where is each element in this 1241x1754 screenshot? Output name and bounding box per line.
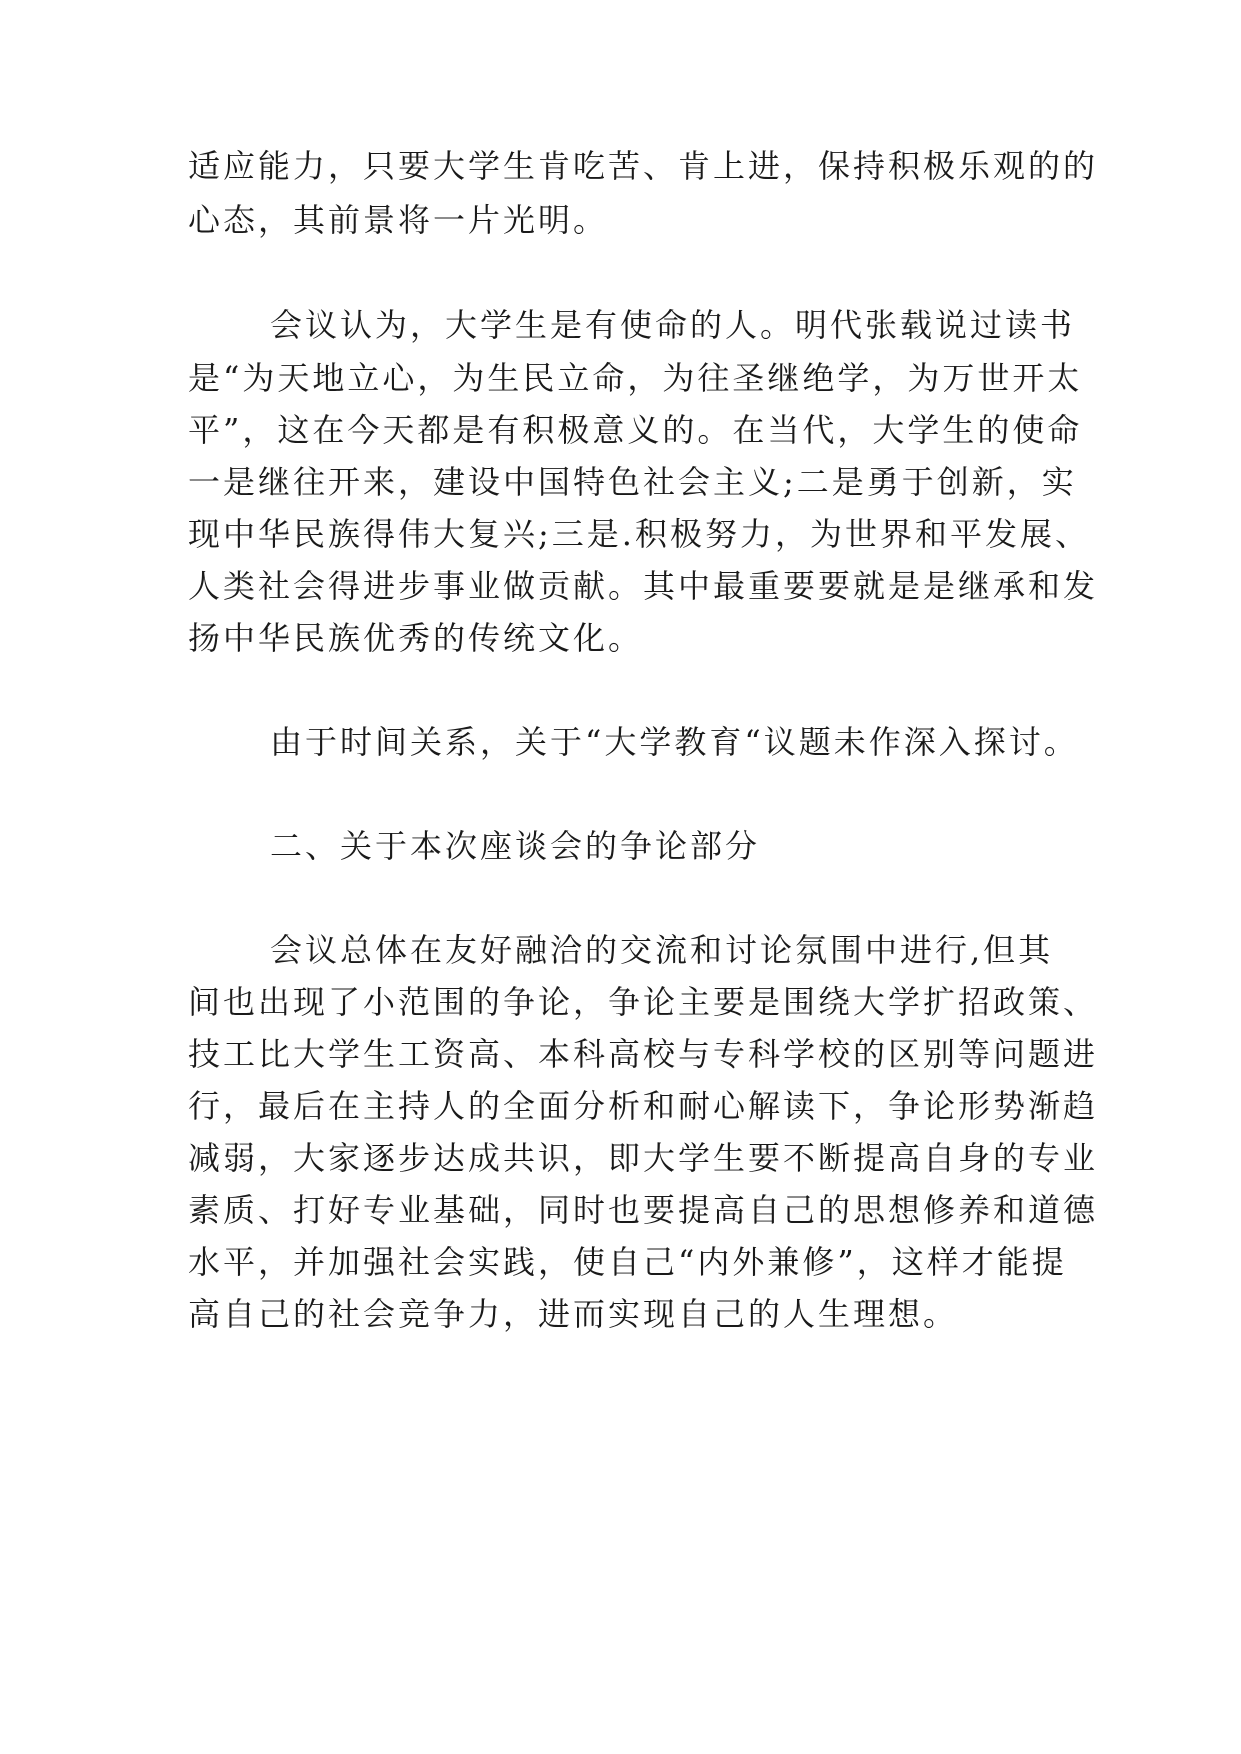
paragraph-2-line-3: 平”，这在今天都是有积极意义的。在当代，大学生的使命 [188, 411, 1083, 449]
paragraph-4-line-3: 技工比大学生工资高、本科高校与专科学校的区别等问题进 [188, 1035, 1099, 1073]
paragraph-2-line-4: 一是继往开来，建设中国特色社会主义;二是勇于创新，实 [188, 463, 1077, 501]
paragraph-2-line-5: 现中华民族得伟大复兴;三是.积极努力，为世界和平发展、 [188, 515, 1090, 553]
paragraph-3-line-1: 由于时间关系，关于“大学教育“议题未作深入探讨。 [270, 723, 1079, 761]
paragraph-2-line-6: 人类社会得进步事业做贡献。其中最重要要就是是继承和发 [188, 567, 1099, 605]
section-heading: 二、关于本次座谈会的争论部分 [270, 827, 761, 865]
paragraph-1-line-1: 适应能力，只要大学生肯吃苦、肯上进，保持积极乐观的的 [188, 147, 1099, 185]
paragraph-4-line-7: 水平，并加强社会实践，使自己“内外兼修”，这样才能提 [188, 1243, 1067, 1281]
paragraph-4-line-6: 素质、打好专业基础，同时也要提高自己的思想修养和道德 [188, 1191, 1099, 1229]
paragraph-4-line-4: 行，最后在主持人的全面分析和耐心解读下，争论形势渐趋 [188, 1087, 1099, 1125]
paragraph-1-line-2: 心态，其前景将一片光明。 [188, 201, 609, 239]
paragraph-4-line-2: 间也出现了小范围的争论，争论主要是围绕大学扩招政策、 [188, 983, 1099, 1021]
paragraph-4-line-8: 高自己的社会竞争力，进而实现自己的人生理想。 [188, 1295, 959, 1333]
paragraph-2-line-7: 扬中华民族优秀的传统文化。 [188, 619, 644, 657]
paragraph-4-line-1: 会议总体在友好融洽的交流和讨论氛围中进行,但其 [270, 931, 1054, 969]
paragraph-4-line-5: 减弱，大家逐步达成共识，即大学生要不断提高自身的专业 [188, 1139, 1099, 1177]
paragraph-2-line-2: 是“为天地立心，为生民立命，为往圣继绝学，为万世开太 [188, 359, 1083, 397]
paragraph-2-line-1: 会议认为，大学生是有使命的人。明代张载说过读书 [270, 306, 1076, 344]
